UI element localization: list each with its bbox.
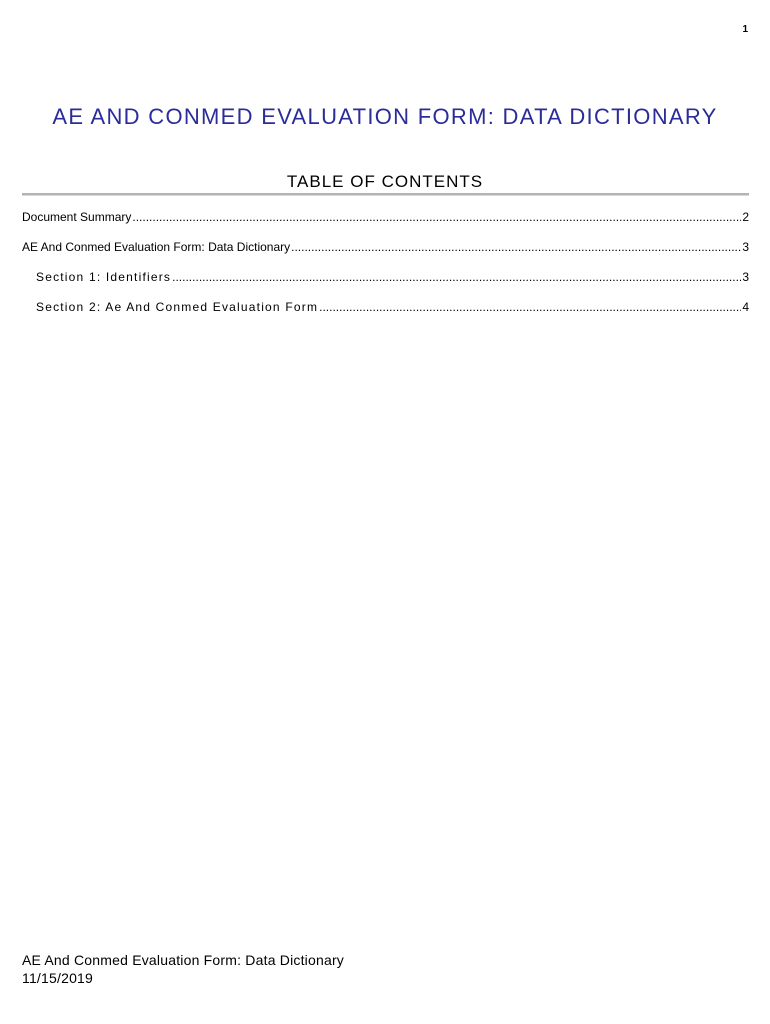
page-footer [22,951,344,987]
toc-entry-page: 2 [742,210,749,224]
toc-entry-data-dictionary[interactable] [22,240,749,270]
toc-entry-page: 4 [742,300,749,314]
toc-entry-document-summary[interactable] [22,210,749,240]
toc-entry-label: Document Summary [22,210,132,224]
toc-dot-leader [132,210,741,224]
toc-entry-label: AE And Conmed Evaluation Form: Data Dictionary [22,240,291,254]
toc-divider [22,193,749,196]
toc-dot-leader [319,300,741,314]
table-of-contents [22,210,749,330]
toc-entry-label: Section 2: Ae And Conmed Evaluation Form [36,300,319,314]
document-title: AE AND CONMED EVALUATION FORM: DATA DICTIONARY [52,104,718,129]
toc-entry-page: 3 [742,240,749,254]
toc-heading: TABLE OF CONTENTS [286,172,484,191]
footer-title: AE And Conmed Evaluation Form: Data Dictionary [22,952,345,968]
toc-entry-page: 3 [742,270,749,284]
toc-dot-leader [172,270,741,284]
footer-date: 11/15/2019 [22,970,94,986]
toc-entry-section-2[interactable] [22,300,749,330]
toc-entry-label: Section 1: Identifiers [36,270,172,284]
page-number: 1 [742,24,748,35]
toc-entry-section-1[interactable] [22,270,749,300]
toc-dot-leader [291,240,741,254]
